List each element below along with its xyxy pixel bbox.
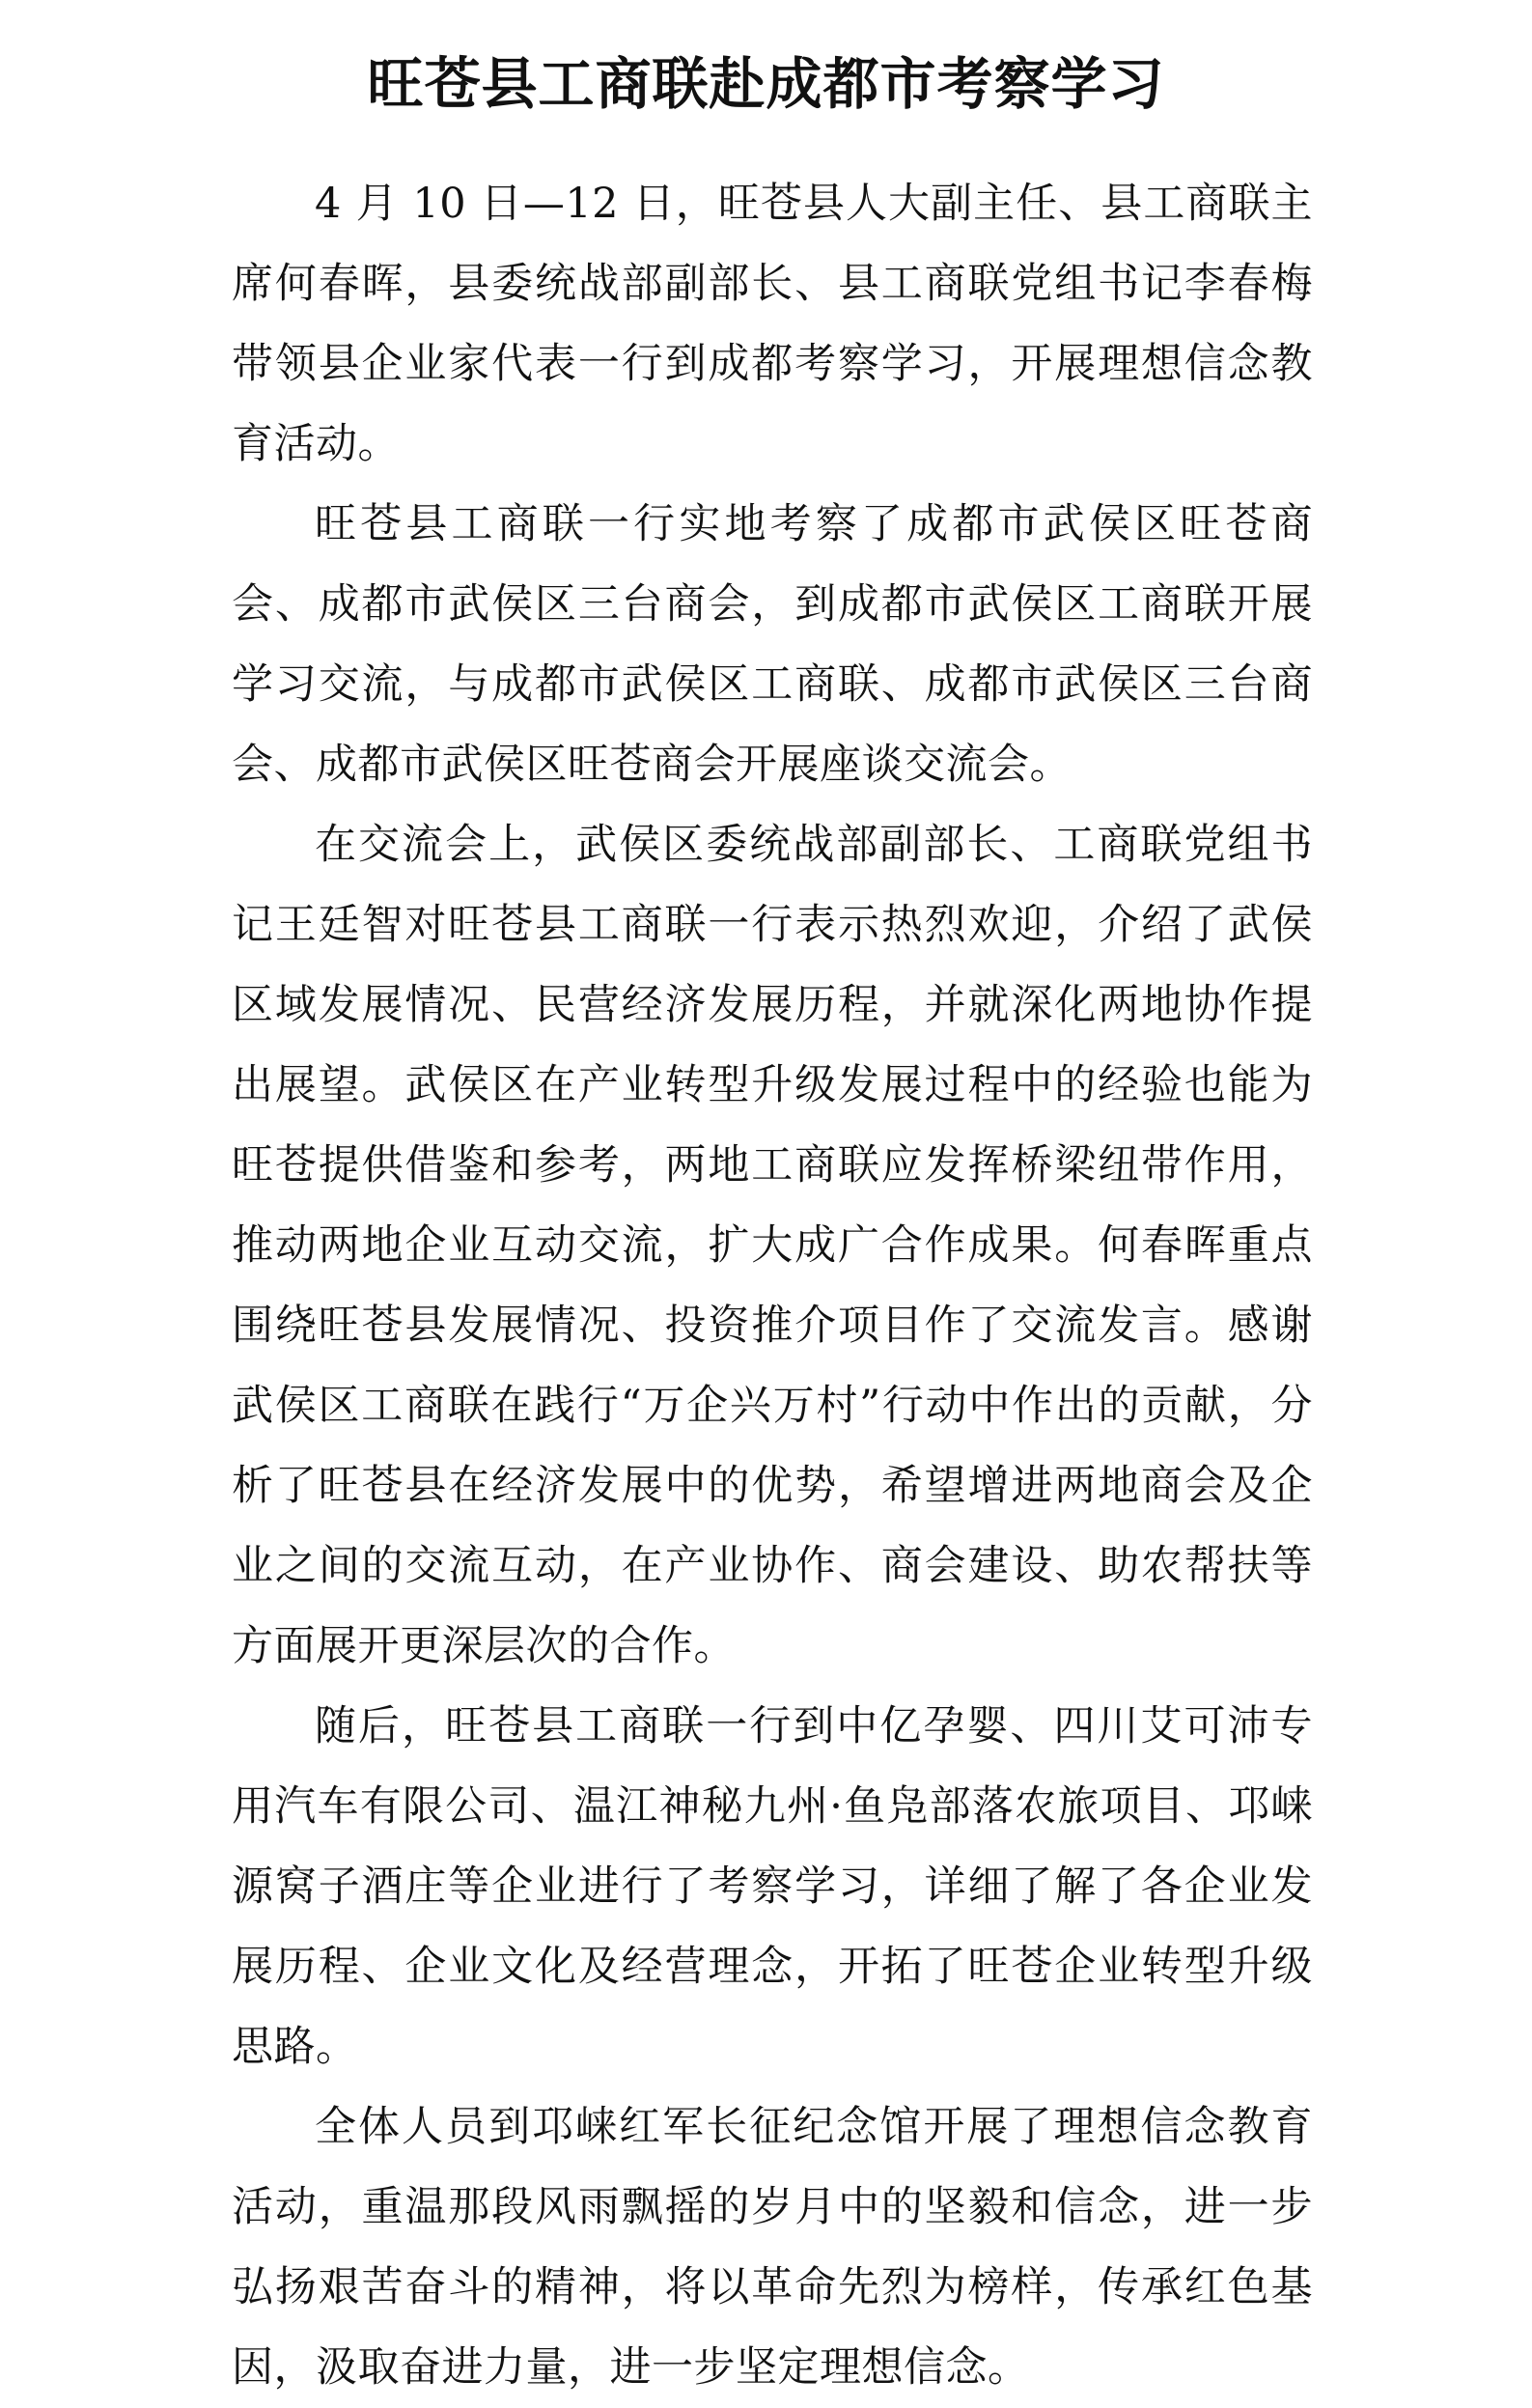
document-title: 旺苍县工商联赴成都市考察学习 bbox=[367, 50, 1165, 117]
paragraph: 在交流会上，武侯区委统战部副部长、工商联党组书记王廷智对旺苍县工商联一行表示热烈欢迎，介绍了武侯区域发展情况、民营经济发展历程，并就深化两地协作提出展望。武侯区在产业转型升级发展过程中的经验也能为旺苍提供借鉴和参考，两地工商联应发挥桥梁纽带作用，推动两地企业互动交流，扩大成广合作成果。何春晖重点围绕旺苍县发展情况、投资推介项目作了交流发言。感谢武侯区工商联在践行“万企兴万村”行动中作出的贡献，分析了旺苍县在经济发展中的优势，希望增进两地商会及企业之间的交流互动，在产业协作、商会建设、助农帮扶等方面展开更深层次的合作。 bbox=[232, 821, 1313, 1670]
paragraph: 随后，旺苍县工商联一行到中亿孕婴、四川艾可沛专用汽车有限公司、温江神秘九州·鱼凫部落农旅项目、邛崃源窝子酒庄等企业进行了考察学习，详细了解了各企业发展历程、企业文化及经营理念，开拓了旺苍企业转型升级思路。 bbox=[232, 1702, 1313, 2071]
paragraph: 旺苍县工商联一行实地考察了成都市武侯区旺苍商会、成都市武侯区三台商会，到成都市武侯区工商联开展学习交流，与成都市武侯区工商联、成都市武侯区三台商会、成都市武侯区旺苍商会开展座谈交流会。 bbox=[232, 500, 1313, 789]
paragraph: 4 月 10 日—12 日，旺苍县人大副主任、县工商联主席何春晖，县委统战部副部长、县工商联党组书记李春梅带领县企业家代表一行到成都考察学习，开展理想信念教育活动。 bbox=[232, 180, 1313, 468]
paragraph: 全体人员到邛崃红军长征纪念馆开展了理想信念教育活动，重温那段风雨飘摇的岁月中的坚毅和信念，进一步弘扬艰苦奋斗的精神，将以革命先烈为榜样，传承红色基因，汲取奋进力量，进一步坚定理想信念。 bbox=[232, 2103, 1313, 2392]
document-body bbox=[232, 164, 1313, 2408]
